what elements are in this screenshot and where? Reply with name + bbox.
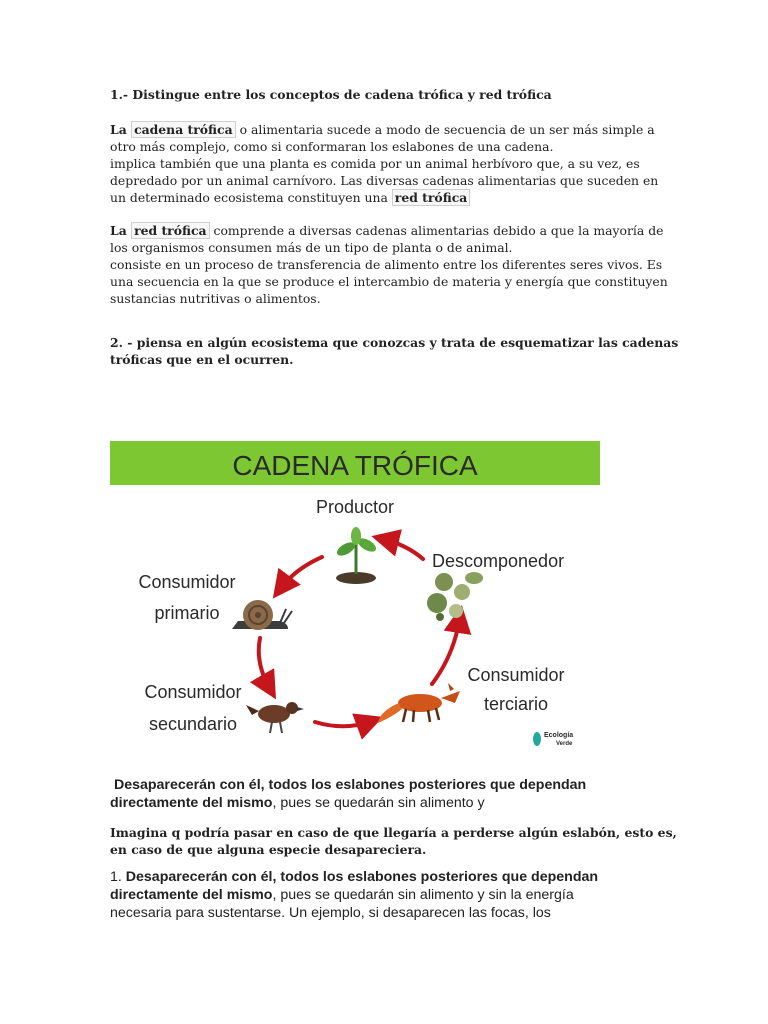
logo-text-1: Ecología xyxy=(544,732,574,739)
answer-line xyxy=(110,776,658,794)
list-number: 1. xyxy=(110,869,126,885)
text-bold: La xyxy=(110,223,132,238)
text-bold: Desaparecerán con él, todos los eslabones posteriores que dependan xyxy=(125,869,599,885)
label-consumidor-terciario-1: Consumidor xyxy=(467,665,565,685)
paragraph-line xyxy=(110,222,664,239)
label-descomponedor: Descomponedor xyxy=(432,551,565,571)
logo-text-2: Verde xyxy=(556,741,573,747)
answer-line xyxy=(110,868,658,886)
question-3-line: Imagina q podría pasar en caso de que llegaría a perderse algún eslabón, esto es, xyxy=(110,825,677,840)
question-1 xyxy=(110,86,658,103)
answer-1 xyxy=(110,868,658,922)
text-run: o alimentaria sucede a modo de secuencia de un ser más simple a xyxy=(235,122,655,137)
question-2-line: 2. - piensa en algún ecosistema que conozcas y trata de esquematizar las cadenas xyxy=(110,335,679,350)
term-cadena-trofica: cadena trófica xyxy=(131,121,236,138)
paragraph-line: depredado por un animal carnívoro. Las diversas cadenas alimentarias que suceden en xyxy=(110,173,659,188)
text-run: comprende a diversas cadenas alimentarias debido a que la mayoría de xyxy=(209,223,664,238)
label-consumidor-terciario-2: terciario xyxy=(483,694,549,714)
diagram-svg xyxy=(110,441,600,751)
diagram-title: CADENA TRÓFICA xyxy=(232,450,478,481)
text-bold: directamente del mismo xyxy=(110,887,273,903)
label-consumidor-primario-2: primario xyxy=(154,603,220,623)
paragraph-line xyxy=(110,189,658,206)
answer-line: necesaria para sustentarse. Un ejemplo, si desaparecen las focas, los xyxy=(110,905,551,921)
paragraph-line xyxy=(110,121,658,138)
paragraph-red-trofica xyxy=(110,222,668,307)
term-red-trofica: red trófica xyxy=(131,222,210,239)
answer-line xyxy=(110,886,658,904)
question-1-heading: 1.- Distingue entre los conceptos de cadena trófica y red trófica xyxy=(110,87,552,102)
text-bold: directamente del mismo xyxy=(110,795,273,811)
text-run: , pues se quedarán sin alimento y xyxy=(272,795,485,811)
text-run: un determinado ecosistema constituyen una xyxy=(110,190,392,205)
label-productor: Productor xyxy=(315,497,395,517)
food-chain-diagram xyxy=(110,441,600,751)
paragraph-line: otro más complejo, como si conformaran los eslabones de una cadena. xyxy=(110,139,554,154)
label-consumidor-secundario-1: Consumidor xyxy=(144,682,242,702)
paragraph-line: consiste en un proceso de transferencia de alimento entre los diferentes seres vivos. Es xyxy=(110,257,663,272)
label-consumidor-primario-1: Consumidor xyxy=(138,572,236,592)
question-3-line: en caso de que alguna especie desapareciera. xyxy=(110,842,427,857)
paragraph-line: los organismos consumen más de un tipo de planta o de animal. xyxy=(110,240,513,255)
answer-fragment xyxy=(110,776,658,812)
text-bold: La xyxy=(110,122,132,137)
label-consumidor-secundario-2: secundario xyxy=(148,714,238,734)
paragraph-cadena-trofica xyxy=(110,121,658,206)
paragraph-line: una secuencia en la que se produce el intercambio de materia y energía que constituyen xyxy=(110,274,668,289)
text-bold: Desaparecerán con él, todos los eslabones posteriores que dependan xyxy=(113,777,587,793)
paragraph-line: sustancias nutritivas o alimentos. xyxy=(110,291,321,306)
question-3 xyxy=(110,824,677,858)
term-red-trofica: red trófica xyxy=(392,189,471,206)
text-run: , pues se quedarán sin alimento y sin la energía xyxy=(272,887,574,903)
answer-line xyxy=(110,794,658,812)
question-2 xyxy=(110,334,679,368)
question-2-line: tróficas que en el ocurren. xyxy=(110,352,294,367)
paragraph-line: implica también que una planta es comida por un animal herbívoro que, a su vez, es xyxy=(110,156,640,171)
